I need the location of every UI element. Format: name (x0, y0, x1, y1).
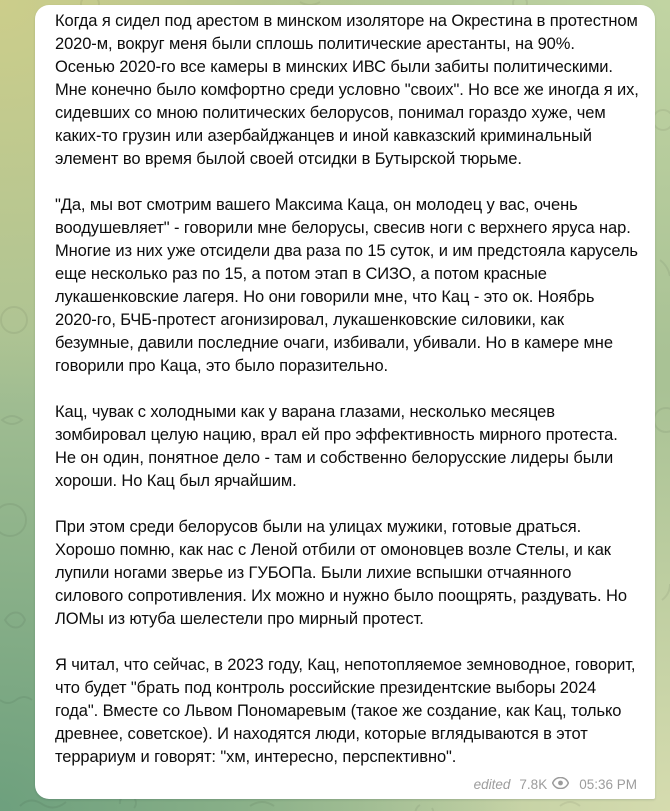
message-paragraph: Когда я сидел под арестом в минском изоляторе на Окрестина в протестном 2020-м, вокруг меня были сплошь политические арестанты, на 90%. Осенью 2020-го все камеры в минских ИВС были забиты политическими. Мне конечно было комфортно среди условно "своих". Но все же иногда я их, сидевших со мною политических белорусов, понимал гораздо хуже, чем каких-то грузин или азербайджанцев и иной кавказский криминальный элемент во время былой своей отсидки в Бутырской тюрьме. (55, 12, 639, 168)
edited-label: edited (473, 777, 511, 792)
message-time: 05:36 PM (579, 777, 637, 792)
message-paragraph: При этом среди белорусов были на улицах мужики, готовые драться. Хорошо помню, как нас с Леной отбили от омоновцев возле Стелы, и как лупили ногами зверье из ГУБОПа. Были лихие вспышки отчаянного силового сопротивления. Их можно и нужно было поощрять, раздувать. Но ЛОМы из ютуба шелестели про мирный протест. (55, 518, 627, 628)
views-eye-icon (552, 777, 569, 792)
message-meta (468, 777, 637, 792)
views-count: 7.8K (519, 777, 548, 792)
message-paragraph: Кац, чувак с холодными как у варана глазами, несколько месяцев зомбировал целую нацию, врал ей про эффективность мирного протеста. Не он один, понятное дело - там и собственно белорусские лидеры были хороши. Но Кац был ярчайшим. (55, 403, 618, 490)
bubble-tail (654, 781, 655, 799)
message-paragraph: "Да, мы вот смотрим вашего Максима Каца, он молодец у вас, очень воодушевляет" - говорили мне белорусы, свесив ноги с верхнего яруса нар. Многие из них уже отсидели два раза по 15 суток, и им предстояла карусель еще несколько раз по 15, а потом этап в СИЗО, а потом красные лукашенковские лагеря. Но они говорили мне, что Кац - это ок. Ноябрь 2020-го, БЧБ-протест агонизировал, лукашенковские силовики, как безумные, давили последние очаги, избивали, убивали. Но в камере мне говорили про Каца, это было поразительно. (55, 196, 638, 375)
message-text (55, 10, 639, 769)
message-paragraph: Я читал, что сейчас, в 2023 году, Кац, непотопляемое земноводное, говорит, что будет "брать под контроль российские президентские выборы 2024 года". Вместе со Львом Пономаревым (такое же создание, как Кац, только древнее, советское). И находятся люди, которые вглядываются в этот террариум и говорят: "хм, интересно, перспективно". (55, 656, 636, 766)
message-bubble[interactable] (35, 5, 655, 799)
